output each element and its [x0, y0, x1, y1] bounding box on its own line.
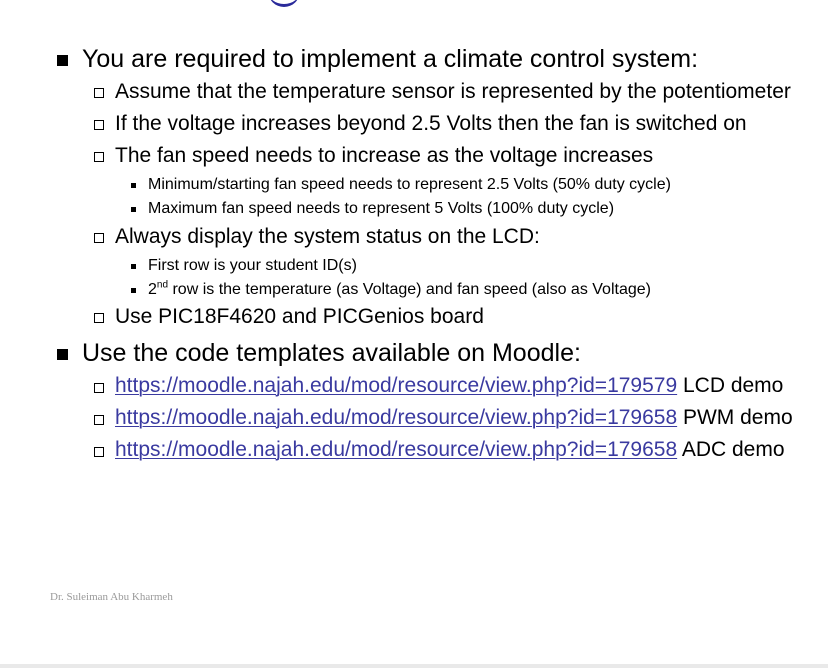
link-item-pwm [115, 406, 793, 430]
square-bullet-icon [57, 349, 68, 360]
lcd-row2-text: row is the temperature (as Voltage) and fan speed (also as Voltage) [168, 281, 651, 298]
hollow-square-bullet-icon [94, 152, 104, 162]
speed-min-item: Minimum/starting fan speed needs to represent 2.5 Volts (50% duty cycle) [148, 176, 671, 193]
link-item-lcd [115, 374, 783, 398]
small-square-bullet-icon [131, 207, 136, 212]
hollow-square-bullet-icon [94, 447, 104, 457]
lcd-demo-label: LCD demo [677, 374, 784, 397]
bottom-border [0, 664, 828, 668]
pwm-demo-link[interactable]: https://moodle.najah.edu/mod/resource/view.php?id=179658 [115, 406, 678, 429]
small-square-bullet-icon [131, 183, 136, 188]
lcd-row2-ordinal: 2 [148, 281, 157, 298]
speed-max-item: Maximum fan speed needs to represent 5 Volts (100% duty cycle) [148, 200, 615, 217]
hollow-square-bullet-icon [94, 383, 104, 393]
hollow-square-bullet-icon [94, 415, 104, 425]
small-square-bullet-icon [131, 288, 136, 293]
requirement-threshold: If the voltage increases beyond 2.5 Volts then the fan is switched on [115, 112, 747, 135]
slide-footer: Dr. Suleiman Abu Kharmeh [50, 591, 173, 603]
link-item-adc [115, 438, 785, 462]
adc-demo-link[interactable]: https://moodle.najah.edu/mod/resource/view.php?id=179658 [115, 438, 678, 461]
hollow-square-bullet-icon [94, 313, 104, 323]
lcd-row2-superscript: nd [156, 279, 169, 291]
lcd-demo-link[interactable]: https://moodle.najah.edu/mod/resource/view.php?id=179579 [115, 374, 678, 397]
lcd-row2-item [148, 281, 651, 299]
requirement-sensor: Assume that the temperature sensor is represented by the potentiometer [115, 80, 791, 103]
hollow-square-bullet-icon [94, 120, 104, 130]
bullet-templates: Use the code templates available on Moodle: [82, 339, 581, 367]
lcd-row1-item: First row is your student ID(s) [148, 257, 357, 274]
requirement-speed: The fan speed needs to increase as the voltage increases [115, 144, 654, 167]
requirement-lcd: Always display the system status on the LCD: [115, 225, 540, 248]
requirement-board: Use PIC18F4620 and PICGenios board [115, 305, 484, 328]
adc-demo-label: ADC demo [677, 438, 785, 461]
pwm-demo-label: PWM demo [677, 406, 793, 429]
bullet-task: You are required to implement a climate control system: [82, 45, 699, 73]
square-bullet-icon [57, 55, 68, 66]
hollow-square-bullet-icon [94, 88, 104, 98]
title-fragment-arc [268, 0, 300, 7]
hollow-square-bullet-icon [94, 233, 104, 243]
small-square-bullet-icon [131, 264, 136, 269]
